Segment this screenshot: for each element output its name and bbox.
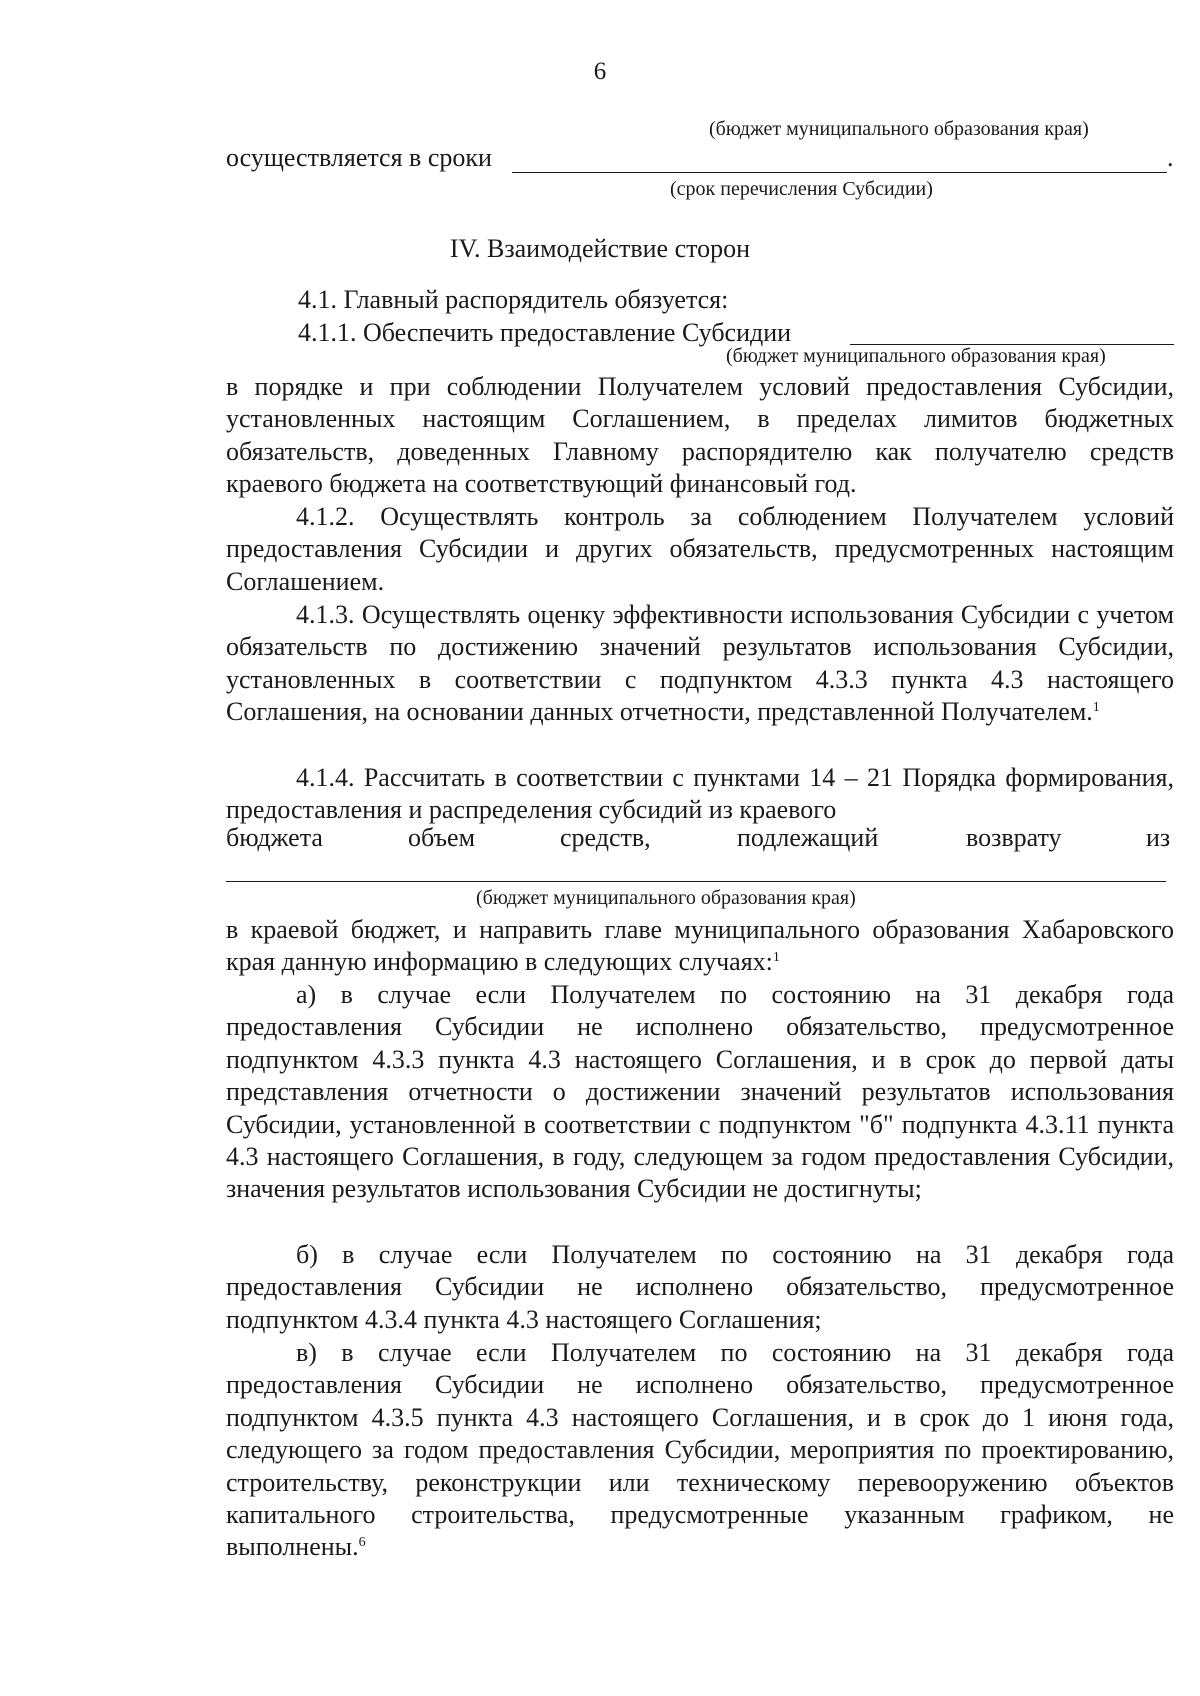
word-iz: из — [1146, 823, 1171, 852]
clause-4-1-1-text: в порядке и при соблюдении Получателем условий предоставления Субсидии, установленных настоящим Соглашением, в пределах лимитов бюджетных обязательств, доведенных Главному распорядителю как получателю средств краевого бюджета на соответствующий финансовый год. — [226, 372, 1174, 499]
caption-budget-3: (бюджет муниципального образования края) — [476, 887, 856, 909]
clause-4-1-4-cont-text: в краевой бюджет, и направить главе муниципального образования Хабаровского края данную информацию в следующих случаях: — [226, 915, 1174, 977]
subclause-b — [226, 1239, 1174, 1336]
word-obem: объем — [408, 823, 476, 852]
word-sredstv: средств, — [560, 823, 651, 852]
transfer-term-blank — [512, 172, 1167, 173]
clause-4-1-2 — [226, 501, 1174, 598]
caption-budget-1: (бюджет муниципального образования края) — [709, 118, 1089, 140]
clause-4-1-2-text: 4.1.2. Осуществлять контроль за соблюдением Получателем условий предоставления Субсидии и других обязательств, предусмотренных настоящим Соглашением. — [226, 502, 1174, 596]
page-number: 6 — [593, 58, 607, 85]
subclause-b-text: б) в случае если Получателем по состоянию на 31 декабря года предоставления Субсидии не исполнено обязательство, предусмотренное подпунктом 4.3.4 пункта 4.3 настоящего Соглашения; — [226, 1240, 1174, 1334]
subclause-v — [226, 1337, 1174, 1564]
subclause-a — [226, 979, 1174, 1206]
clause-4-1-4-cont — [226, 914, 1174, 979]
clause-4-1: 4.1. Главный распорядитель обязуется: — [298, 285, 729, 314]
clause-4-1-4-text: 4.1.4. Рассчитать в соответствии с пунктами 14 – 21 Порядка формирования, предоставления и распределения субсидий из краевого — [226, 763, 1174, 825]
budget-blank-2 — [226, 881, 1166, 882]
clause-4-1-3 — [226, 599, 1174, 729]
word-vozvratu: возврату — [966, 823, 1062, 852]
footnote-ref: 1 — [772, 950, 780, 966]
section-heading: IV. Взаимодействие сторон — [449, 234, 751, 263]
clause-4-1-1-label: 4.1.1. Обеспечить предоставление Субсидии — [298, 318, 792, 347]
clause-4-1-3-text: 4.1.3. Осуществлять оценку эффективности использования Субсидии с учетом обязательств по достижению значений результатов использования Субсидии, установленных в соответствии с подпунктом 4.3.3 пункта 4.3 настоящего Соглашения, на основании данных отчетности, представленной Получателем. — [226, 600, 1174, 727]
transfer-term-period: . — [1167, 143, 1174, 172]
footnote-ref: 1 — [1092, 700, 1100, 716]
subclause-v-text: в) в случае если Получателем по состоянию на 31 декабря года предоставления Субсидии не исполнено обязательство, предусмотренное подпунктом 4.3.5 пункта 4.3 настоящего Соглашения, и в срок до 1 июня года, следующего за годом предоставления Субсидии, мероприятия по проектированию, строительству, реконструкции или техническому перевооружению объектов капитального строительства, предусмотренные указанным графиком, не выполнены. — [226, 1338, 1174, 1562]
caption-transfer-term: (срок перечисления Субсидии) — [670, 178, 933, 200]
footnote-ref: 6 — [358, 1535, 366, 1551]
subclause-a-text: а) в случае если Получателем по состоянию на 31 декабря года предоставления Субсидии не исполнено обязательство, предусмотренное подпунктом 4.3.3 пункта 4.3 настоящего Соглашения, и в срок до первой даты представления отчетности о достижении значений результатов использования Субсидии, установленной в соответствии с подпунктом "б" подпункта 4.3.11 пункта 4.3 настоящего Соглашения, в году, следующем за годом предоставления Субсидии, значения результатов использования Субсидии не достигнуты; — [226, 980, 1174, 1204]
clause-4-1-4 — [226, 762, 1174, 827]
word-podlezhashchiy: подлежащий — [737, 823, 879, 852]
word-byudzheta: бюджета — [226, 823, 323, 852]
caption-budget-2: (бюджет муниципального образования края) — [726, 345, 1106, 367]
transfer-term-label: осуществляется в сроки — [226, 143, 492, 172]
